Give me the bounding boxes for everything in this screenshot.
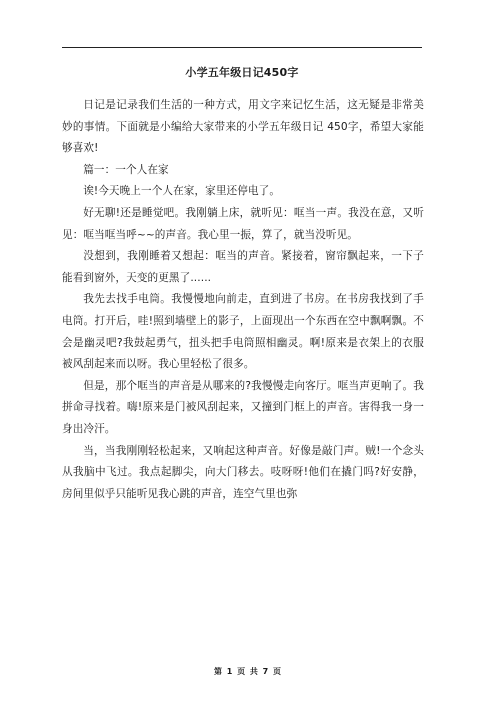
paragraph: 诶!今天晚上一个人在家，家里还停电了。: [83, 185, 281, 198]
paragraph-section-heading: 篇一：一个人在家: [83, 163, 169, 176]
paragraph: 当，当我刚刚轻松起来，又响起这种声音。好像是敲门声。贼!一个念头从我脑中飞过。我点起脚尖，向大门移去。吱呀呀!他们在撬门吗?好安静，房间里似乎只能听见我心跳的声音，连空气里也弥: [62, 444, 424, 500]
paragraph: 没想到，我刚睡着又想起：哐当的声音。紧接着，窗帘飘起来，一下子能看到窗外，天变的更黑了......: [62, 250, 424, 284]
article-body: [62, 95, 424, 505]
paragraph: 我先去找手电筒。我慢慢地向前走，直到进了书房。在书房我找到了手电筒。打开后，哇!照到墙壁上的影子，上面现出一个东西在空中飘啊飘。不会是幽灵吧?我鼓起勇气，扭头把手电筒照相幽灵。啊!原来是衣架上的衣服被风刮起来而以呀。我心里轻松了很多。: [62, 293, 424, 371]
paragraph: 但是，那个哐当的声音是从哪来的?我慢慢走向客厅。哐当声更响了。我拼命寻找着。嗨!原来是门被风刮起来，又撞到门框上的声音。害得我一身一身出冷汗。: [62, 379, 424, 435]
paragraph-intro: 日记是记录我们生活的一种方式，用文字来记忆生活，这无疑是非常美妙的事情。下面就是小编给大家带来的小学五年级日记 450字，希望大家能够喜欢!: [62, 99, 424, 155]
paragraph: 好无聊!还是睡觉吧。我刚躺上床，就听见：哐当一声。我没在意，又听见：哐当哐当呼~~的声音。我心里一振，算了，就当没听见。: [62, 206, 424, 241]
page-title: 小学五年级日记450字: [185, 66, 299, 79]
header-rule: [62, 47, 422, 48]
page-number-footer: 第 1 页 共 7 页: [213, 667, 283, 676]
